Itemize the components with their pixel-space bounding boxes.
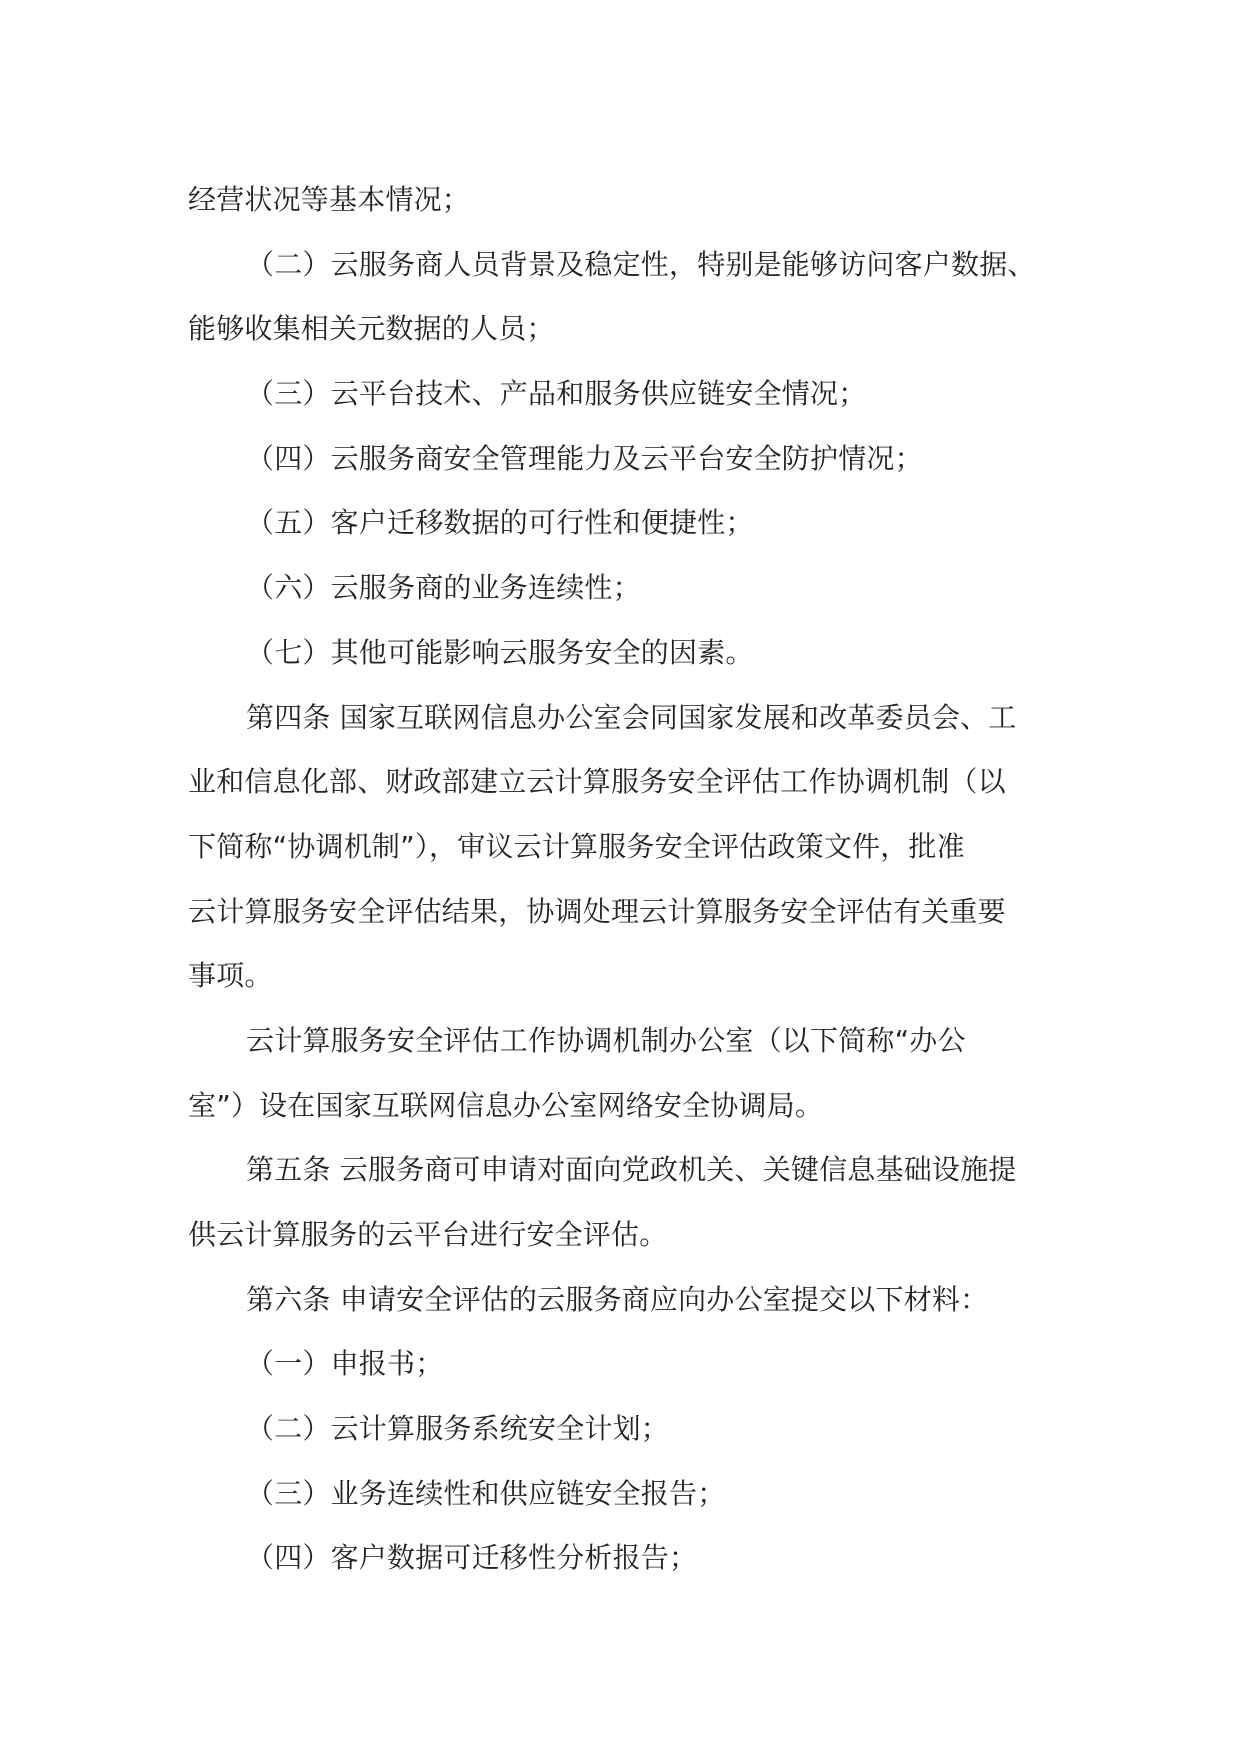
text-line-18: 第六条 申请安全评估的云服务商应向办公室提交以下材料：	[246, 1282, 989, 1316]
text-line-8: （七）其他可能影响云服务安全的因素。	[246, 635, 754, 669]
text-line-5: （四）云服务商安全管理能力及云平台安全防护情况；	[246, 441, 923, 475]
text-line-6: （五）客户迁移数据的可行性和便捷性；	[246, 506, 754, 540]
text-line-21: （三）业务连续性和供应链安全报告；	[246, 1476, 726, 1510]
text-line-16: 第五条 云服务商可申请对面向党政机关、关键信息基础设施提	[246, 1153, 1017, 1187]
text-line-20: （二）云计算服务系统安全计划；	[246, 1412, 670, 1446]
text-line-13: 事项。	[188, 959, 273, 993]
body-text	[188, 168, 1068, 1591]
text-line-9: 第四条 国家互联网信息办公室会同国家发展和改革委员会、工	[246, 700, 1017, 734]
text-line-7: （六）云服务商的业务连续性；	[246, 571, 641, 605]
text-line-11: 下简称“协调机制”），审议云计算服务安全评估政策文件，批准	[188, 829, 965, 863]
text-line-3: 能够收集相关元数据的人员；	[188, 312, 555, 346]
text-line-4: （三）云平台技术、产品和服务供应链安全情况；	[246, 377, 867, 411]
text-line-19: （一）申报书；	[246, 1347, 444, 1381]
text-line-2: （二）云服务商人员背景及稳定性，特别是能够访问客户数据、	[246, 247, 1036, 281]
text-line-10: 业和信息化部、财政部建立云计算服务安全评估工作协调机制（以	[188, 765, 1006, 799]
text-line-17: 供云计算服务的云平台进行安全评估。	[188, 1218, 668, 1251]
text-line-12: 云计算服务安全评估结果，协调处理云计算服务安全评估有关重要	[188, 894, 1006, 928]
text-line-1: 经营状况等基本情况；	[188, 183, 471, 216]
text-line-15: 室”）设在国家互联网信息办公室网络安全协调局。	[188, 1088, 824, 1122]
text-line-22: （四）客户数据可迁移性分析报告；	[246, 1541, 698, 1575]
text-line-14: 云计算服务安全评估工作协调机制办公室（以下简称“办公	[246, 1023, 966, 1057]
